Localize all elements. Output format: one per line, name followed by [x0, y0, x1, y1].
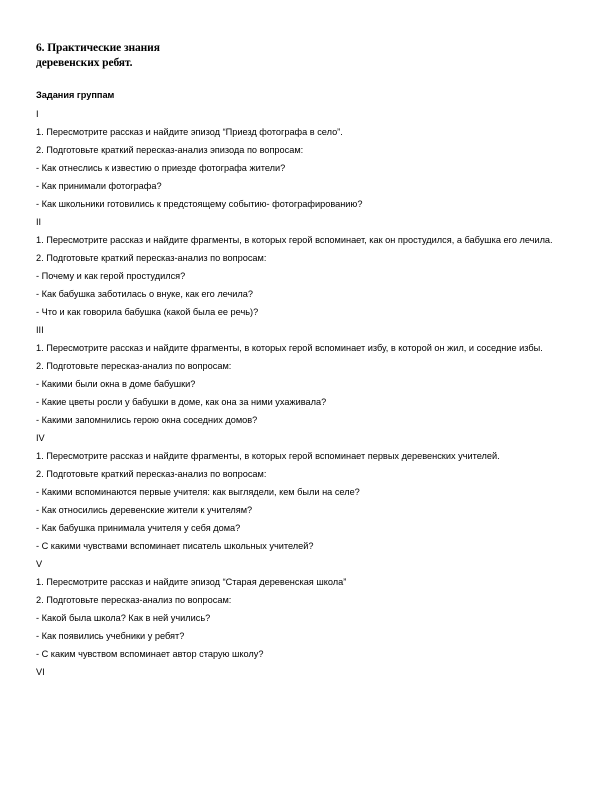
task-line: 2. Подготовьте краткий пересказ-анализ по вопросам:: [36, 253, 267, 263]
section-heading-line-2: деревенских ребят.: [36, 57, 133, 69]
group-numeral-2: II: [36, 217, 42, 227]
group-numeral-4: IV: [36, 433, 45, 443]
task-line: 1. Пересмотрите рассказ и найдите эпизод “Приезд фотографа в село”.: [36, 127, 343, 137]
question-line: - Как появились учебники у ребят?: [36, 631, 185, 641]
group-numeral-5: V: [36, 559, 43, 569]
group-tasks-heading: Задания группам: [36, 90, 115, 100]
task-line: 1. Пересмотрите рассказ и найдите фрагменты, в которых герой вспоминает, как он простудился, а бабушка его лечила.: [36, 235, 553, 245]
question-line: - Как школьники готовились к предстоящему событию- фотографированию?: [36, 199, 363, 209]
question-line: - Что и как говорила бабушка (какой была ее речь)?: [36, 307, 259, 317]
group-numeral-1: I: [36, 109, 39, 119]
task-line: 1. Пересмотрите рассказ и найдите фрагменты, в которых герой вспоминает первых деревенских учителей.: [36, 451, 500, 461]
section-heading-line-1: 6. Практические знания: [36, 42, 160, 54]
task-line: 2. Подготовьте пересказ-анализ по вопросам:: [36, 361, 232, 371]
task-line: 2. Подготовьте краткий пересказ-анализ эпизода по вопросам:: [36, 145, 304, 155]
task-line: 1. Пересмотрите рассказ и найдите эпизод “Старая деревенская школа”: [36, 577, 347, 587]
question-line: - С каким чувством вспоминает автор старую школу?: [36, 649, 264, 659]
task-line: 1. Пересмотрите рассказ и найдите фрагменты, в которых герой вспоминает избу, в которой он жил, и соседние избы.: [36, 343, 543, 353]
question-line: - Какими были окна в доме бабушки?: [36, 379, 196, 389]
question-line: - Как бабушка заботилась о внуке, как его лечила?: [36, 289, 253, 299]
task-line: 2. Подготовьте краткий пересказ-анализ по вопросам:: [36, 469, 267, 479]
question-line: - Какой была школа? Как в ней учились?: [36, 613, 211, 623]
section-heading: [36, 41, 581, 71]
question-line: - Какими запомнились герою окна соседних домов?: [36, 415, 258, 425]
group-numeral-3: III: [36, 325, 44, 335]
question-line: - Какими вспоминаются первые учителя: как выглядели, кем были на селе?: [36, 487, 360, 497]
task-list: [36, 108, 581, 678]
question-line: - Как бабушка принимала учителя у себя дома?: [36, 523, 241, 533]
task-line: 2. Подготовьте пересказ-анализ по вопросам:: [36, 595, 232, 605]
question-line: - Какие цветы росли у бабушки в доме, как она за ними ухаживала?: [36, 397, 327, 407]
question-line: - Почему и как герой простудился?: [36, 271, 186, 281]
question-line: - Как относились деревенские жители к учителям?: [36, 505, 253, 515]
document-page: [36, 41, 581, 678]
question-line: - С какими чувствами вспоминает писатель школьных учителей?: [36, 541, 314, 551]
question-line: - Как принимали фотографа?: [36, 181, 162, 191]
question-line: - Как отнеслись к известию о приезде фотографа жители?: [36, 163, 286, 173]
group-numeral-6: VI: [36, 667, 45, 677]
